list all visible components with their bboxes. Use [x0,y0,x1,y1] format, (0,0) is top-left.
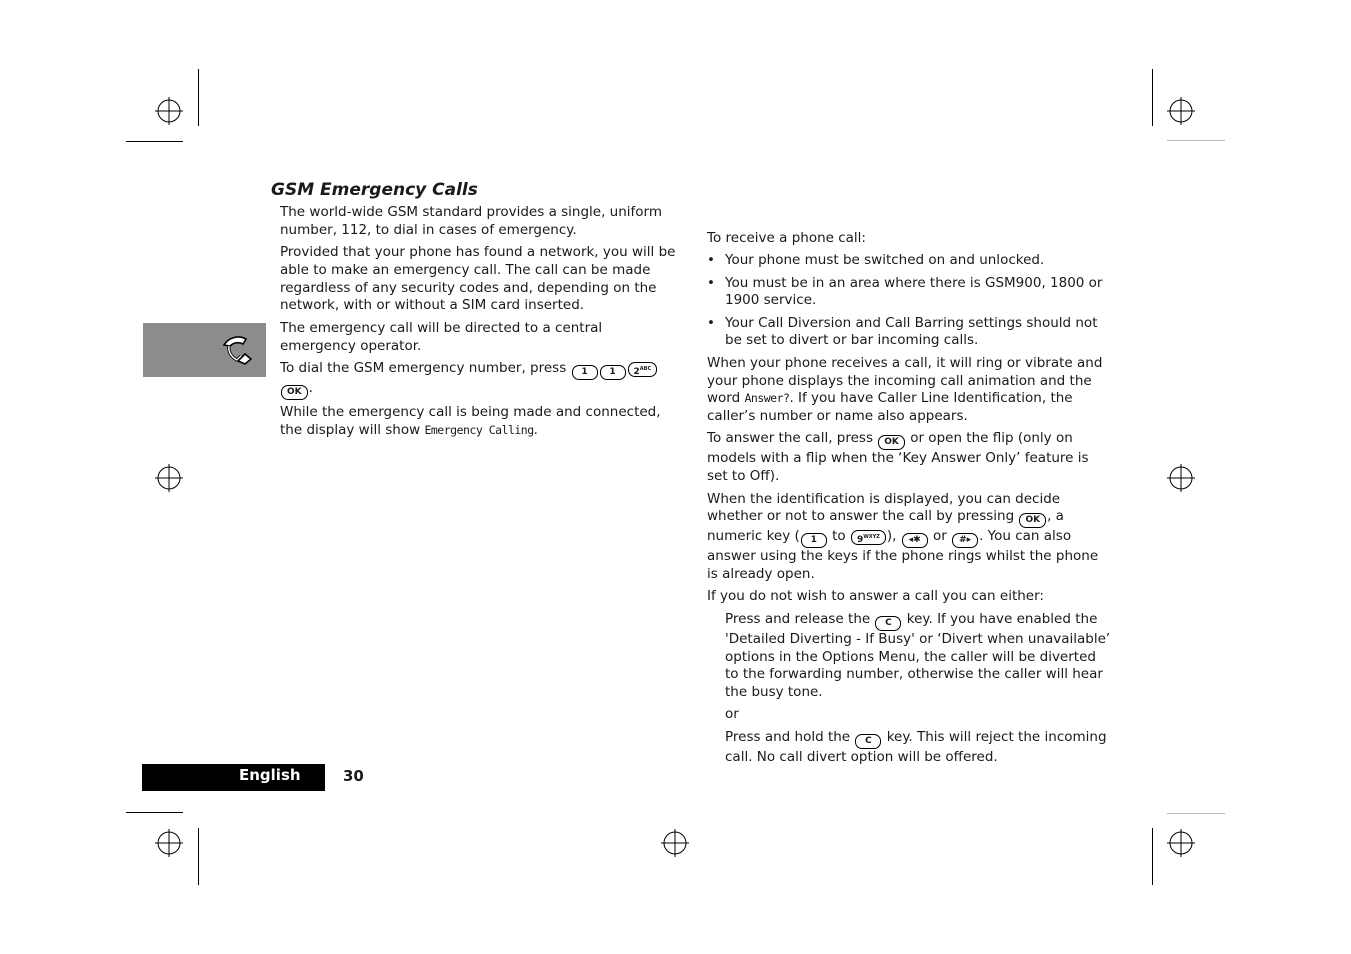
text: To dial the GSM emergency number, press [280,359,567,376]
paragraph [725,611,1112,702]
section-tab [143,323,266,377]
text: While the emergency call is being made and connected, the display will show [280,404,661,439]
language-label: English [239,766,301,784]
crop-line [198,69,199,126]
bullet-item: • Your phone must be switched on and unlocked. [707,252,1112,270]
text: Press and release the [725,610,871,627]
paragraph [707,491,1112,584]
paragraph: The emergency call will be directed to a central emergency operator. [280,319,603,354]
key-c-icon: C [855,734,881,749]
key-9-icon [851,530,886,545]
text: or open the flip (only on models with a flip when the ‘Key Answer Only’ feature is set to Off). [707,430,1089,485]
bullet-item: • You must be in an area where there is GSM900, 1800 or 1900 service. [707,275,1112,311]
text: key. If you have enabled the 'Detailed Diverting - If Busy' or ‘Divert when unavailable’ options in the Options Menu, the caller will be diverted to the forwarding number, otherwise the caller will hear the busy tone. [725,610,1111,701]
registration-mark-icon [1167,97,1195,125]
registration-mark-icon [1167,464,1195,492]
crop-line [1152,828,1153,885]
key-2-icon [628,362,658,377]
registration-mark-icon [661,829,689,857]
section-title: GSM Emergency Calls [271,180,478,200]
page-number: 30 [343,767,364,785]
text: To answer the call, press [707,430,873,447]
key-digit: 2 [633,366,640,377]
paragraph [280,404,678,440]
registration-mark-icon [155,464,183,492]
paragraph [725,729,1112,767]
key-ok-icon: OK [281,385,308,400]
left-column [280,204,678,444]
text: or [932,528,947,545]
crop-line [1167,813,1225,814]
key-1-icon: 1 [572,365,598,380]
key-digit: 9 [856,535,864,546]
text: key. This will reject the incoming call. No call divert option will be offered. [725,728,1107,765]
key-letters: WXYZ [863,534,880,541]
options-list [707,611,1112,767]
phone-handset-icon [221,335,255,365]
text: to [832,528,846,545]
text: . [533,422,538,439]
text: . [308,379,313,396]
key-ok-icon: OK [1019,513,1046,528]
registration-mark-icon [1167,829,1195,857]
paragraph [707,430,1112,486]
text: When your phone receives a call, it will ring or vibrate and your phone displays the incoming call animation and the word [707,354,1103,407]
paragraph: If you do not wish to answer a call you can either: [707,588,1044,605]
key-letters: ABC [639,365,652,372]
crop-line [126,141,183,142]
crop-line [1167,140,1225,141]
text: . You can also answer using the keys if the phone rings whilst the phone is already open. [707,528,1099,583]
text: Press and hold the [725,728,851,745]
key-1-icon: 1 [801,533,827,548]
paragraph [707,355,1112,426]
registration-mark-icon [155,97,183,125]
display-text: Emergency Calling [424,423,534,438]
paragraph: The world-wide GSM standard provides a single, uniform number, 112, to dial in cases of emergency. [280,204,663,238]
right-column [707,230,1112,771]
text: ), [886,528,897,545]
bullet-item: • Your Call Diversion and Call Barring settings should not be set to divert or bar incoming calls. [707,315,1112,351]
key-1-icon: 1 [600,365,626,380]
text: . If you have Caller Line Identification, the caller’s number or name also appears. [707,390,1073,425]
key-star-icon: ◂✱ [902,533,928,548]
crop-line [126,812,183,813]
text: , a numeric key ( [707,508,1064,545]
text: When the identification is displayed, you can decide whether or not to answer the call by pressing [707,490,1061,525]
crop-line [1152,69,1153,126]
paragraph: Provided that your phone has found a network, you will be able to make an emergency call. The call can be made regardless of any security codes and, depending on the network, with or without a SIM card inserted. [280,244,676,314]
key-hash-icon: #▸ [952,533,978,548]
paragraph: or [725,706,739,723]
display-text: Answer? [744,391,790,406]
key-ok-icon: OK [878,435,905,450]
paragraph: To receive a phone call: [707,230,866,246]
paragraph [280,360,678,400]
crop-line [198,828,199,885]
registration-mark-icon [155,829,183,857]
key-c-icon: C [875,616,901,631]
